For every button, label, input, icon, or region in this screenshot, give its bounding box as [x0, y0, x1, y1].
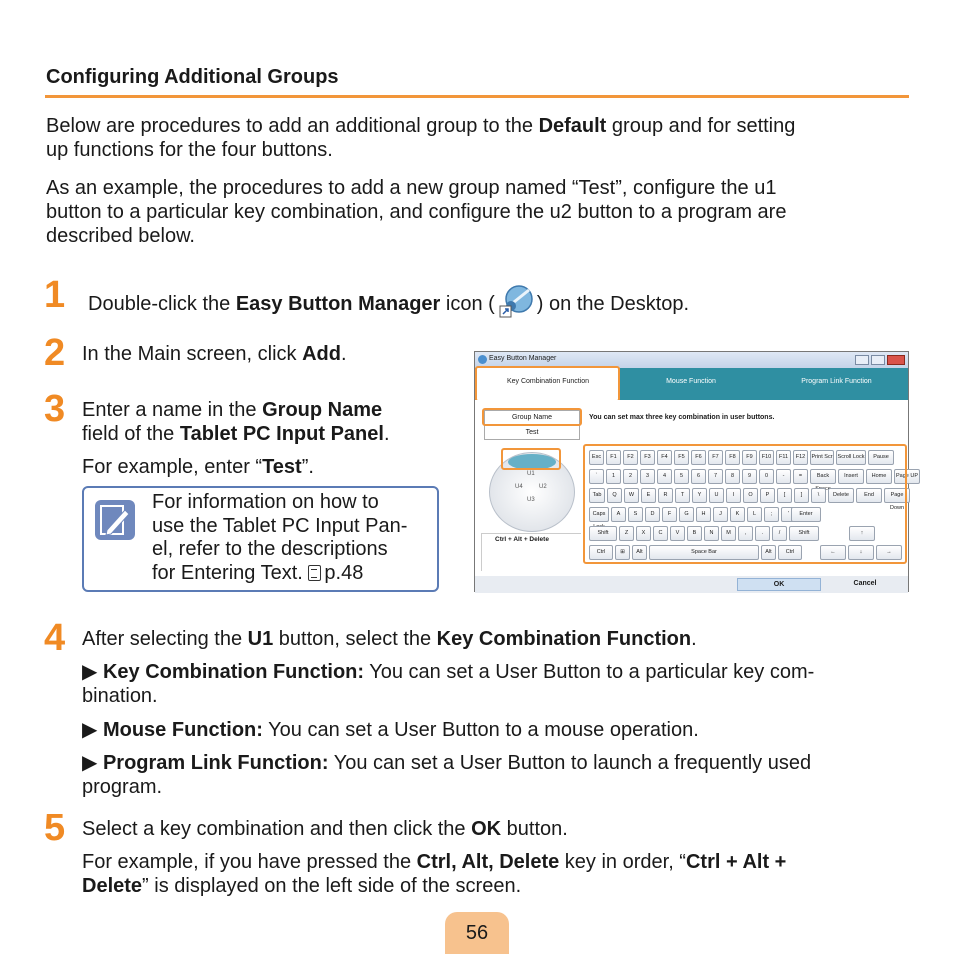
- keyboard-key[interactable]: J: [713, 507, 728, 522]
- window-footer: [475, 576, 908, 593]
- triangle-bullet-icon: ▶: [82, 719, 98, 741]
- tab-key-combination[interactable]: Key Combination Function: [477, 368, 619, 400]
- step-2-text: [82, 342, 347, 366]
- keyboard-key[interactable]: X: [636, 526, 651, 541]
- keyboard-key[interactable]: U: [709, 488, 724, 503]
- minimize-icon[interactable]: [855, 355, 869, 365]
- keyboard-key[interactable]: .: [755, 526, 770, 541]
- heading-rule: [45, 95, 909, 98]
- keyboard-key[interactable]: 1: [606, 469, 621, 484]
- keyboard-key[interactable]: E: [641, 488, 656, 503]
- step-5-example: [82, 850, 912, 898]
- section-heading: Configuring Additional Groups: [46, 66, 339, 88]
- step-number: 5: [44, 807, 66, 849]
- app-icon: [478, 355, 487, 364]
- tab-program-link[interactable]: Program Link Function: [801, 378, 872, 385]
- keyboard-key[interactable]: ↑: [849, 526, 875, 541]
- highlight-u1: [501, 448, 561, 470]
- keyboard-key[interactable]: F12: [793, 450, 808, 465]
- keyboard-key[interactable]: Esc: [589, 450, 604, 465]
- intro-paragraph-2: [46, 176, 916, 248]
- step-number: 3: [44, 388, 66, 430]
- bullet-program-link: [82, 751, 912, 799]
- hint-text: You can set max three key combination in user buttons.: [589, 414, 775, 421]
- intro-text: described below.: [46, 225, 195, 247]
- intro-text: up functions for the four buttons.: [46, 139, 333, 161]
- highlight-tab: [475, 366, 620, 402]
- keyboard-key[interactable]: ←: [820, 545, 846, 560]
- step-bold: Test: [262, 456, 302, 478]
- page-number: 56: [445, 912, 509, 954]
- keyboard-key[interactable]: Insert: [838, 469, 864, 484]
- combination-panel: [481, 533, 581, 571]
- step-bold: OK: [471, 818, 502, 840]
- step-bold: U1: [247, 628, 274, 650]
- keyboard-key[interactable]: Z: [619, 526, 634, 541]
- keyboard-key[interactable]: Shift: [789, 526, 819, 541]
- bullet-label: Key Combination Function:: [102, 661, 365, 683]
- bullet-text: bination.: [82, 685, 158, 707]
- note-pencil-icon: [95, 500, 135, 540]
- step-5-text: [82, 817, 568, 841]
- keyboard-key[interactable]: Page Down: [884, 488, 910, 503]
- triangle-bullet-icon: ▶: [82, 661, 98, 683]
- step-text: Enter a name in the: [82, 399, 263, 421]
- triangle-bullet-icon: ▶: [82, 752, 98, 774]
- keyboard-key[interactable]: F2: [623, 450, 638, 465]
- keyboard-key[interactable]: ↓: [848, 545, 874, 560]
- step-bold: Ctrl + Alt +: [685, 851, 787, 873]
- step-4-text: [82, 627, 697, 651]
- keyboard-key[interactable]: Scroll Lock: [836, 450, 866, 465]
- step-bold: Delete: [82, 875, 143, 897]
- step-text: .: [340, 343, 347, 365]
- note-line: For information on how to: [152, 491, 379, 513]
- intro-text: group and for setting: [606, 115, 796, 137]
- keyboard-key[interactable]: F3: [640, 450, 655, 465]
- keyboard-key[interactable]: `: [589, 469, 604, 484]
- bullet-text: You can set a User Button to a mouse operation.: [262, 719, 699, 741]
- keyboard-key[interactable]: B: [687, 526, 702, 541]
- keyboard-key[interactable]: ': [781, 507, 796, 522]
- keyboard-key[interactable]: End: [856, 488, 882, 503]
- keyboard-key[interactable]: Tab: [589, 488, 605, 503]
- keyboard-key[interactable]: Delete: [828, 488, 854, 503]
- combination-display: Ctrl + Alt + Delete: [495, 536, 549, 543]
- step-text: ” is displayed on the left side of the screen.: [142, 875, 522, 897]
- highlight-group-name: [482, 408, 582, 426]
- keyboard-key[interactable]: F11: [776, 450, 791, 465]
- keyboard-key[interactable]: K: [730, 507, 745, 522]
- wheel-u1-label: U1: [527, 471, 535, 477]
- keyboard-key[interactable]: Back: [810, 469, 836, 484]
- tab-mouse-function[interactable]: Mouse Function: [666, 378, 716, 385]
- keyboard-key[interactable]: 2: [623, 469, 638, 484]
- keyboard-key[interactable]: O: [743, 488, 758, 503]
- step-3-example: [82, 455, 314, 479]
- highlight-keyboard: [583, 444, 907, 564]
- page-reference[interactable]: p.48: [324, 561, 364, 584]
- step-text: button, select the: [273, 628, 437, 650]
- keyboard-key[interactable]: ;: [764, 507, 779, 522]
- step-text: .: [691, 628, 697, 650]
- step-bold: Easy Button Manager: [235, 293, 441, 315]
- wheel-u4-label: U4: [515, 484, 523, 490]
- note-text: [152, 491, 432, 585]
- page-reference-icon: [308, 565, 321, 581]
- keyboard-key[interactable]: F: [662, 507, 677, 522]
- keyboard-key[interactable]: S: [628, 507, 643, 522]
- intro-text: As an example, the procedures to add a new group named “Test”, configure the u1: [46, 177, 777, 199]
- keyboard-key[interactable]: F9: [742, 450, 757, 465]
- maximize-icon[interactable]: [871, 355, 885, 365]
- keyboard-key[interactable]: ,: [738, 526, 753, 541]
- intro-bold: Default: [538, 115, 607, 137]
- note-line: use the Tablet PC Input Pan-: [152, 514, 408, 537]
- keyboard-key[interactable]: Ctrl: [778, 545, 802, 560]
- step-text: key in order, “: [559, 851, 686, 873]
- step-text: .: [383, 423, 390, 445]
- keyboard-key[interactable]: F10: [759, 450, 774, 465]
- keyboard-key[interactable]: G: [679, 507, 694, 522]
- keyboard-key[interactable]: F5: [674, 450, 689, 465]
- keyboard-key[interactable]: 9: [742, 469, 757, 484]
- keyboard-key[interactable]: Q: [607, 488, 622, 503]
- bullet-label: Mouse Function:: [102, 719, 263, 741]
- step-number: 4: [44, 617, 66, 659]
- keyboard-key[interactable]: \: [811, 488, 826, 503]
- easy-button-manager-icon: [497, 284, 535, 320]
- keyboard-key[interactable]: Page UP: [894, 469, 920, 484]
- window-title: Easy Button Manager: [489, 355, 557, 362]
- keyboard-key[interactable]: I: [726, 488, 741, 503]
- step-bold: Tablet PC Input Panel: [179, 423, 384, 445]
- keyboard-key[interactable]: /: [772, 526, 787, 541]
- step-text: field of the: [82, 423, 180, 445]
- step-text: ) on the Desktop.: [536, 293, 690, 315]
- step-number: 2: [44, 332, 66, 374]
- note-line: for Entering Text.: [152, 561, 309, 584]
- bullet-label: Program Link Function:: [102, 752, 329, 774]
- keyboard-key[interactable]: C: [653, 526, 668, 541]
- keyboard-key[interactable]: Pause: [868, 450, 894, 465]
- keyboard-key[interactable]: 3: [640, 469, 655, 484]
- step-text: button.: [501, 818, 568, 840]
- keyboard-key[interactable]: Alt: [761, 545, 776, 560]
- keyboard-key[interactable]: Space Bar: [649, 545, 759, 560]
- wheel-u2-label: U2: [539, 484, 547, 490]
- window-content: [475, 400, 918, 576]
- keyboard-key[interactable]: F6: [691, 450, 706, 465]
- intro-text: Below are procedures to add an additional group to the: [46, 115, 539, 137]
- keyboard-key[interactable]: W: [624, 488, 639, 503]
- keyboard-key[interactable]: Y: [692, 488, 707, 503]
- keyboard-key[interactable]: Print Scr: [810, 450, 834, 465]
- bullet-mouse-function: [82, 718, 912, 742]
- keyboard-key[interactable]: D: [645, 507, 660, 522]
- step-text: For example, if you have pressed the: [82, 851, 417, 873]
- keyboard-key[interactable]: L: [747, 507, 762, 522]
- keyboard-key[interactable]: V: [670, 526, 685, 541]
- step-text: In the Main screen, click: [82, 343, 303, 365]
- step-text: After selecting the: [82, 628, 248, 650]
- keyboard-key[interactable]: P: [760, 488, 775, 503]
- step-number: 1: [44, 274, 66, 316]
- wheel-u3-label: U3: [527, 497, 535, 503]
- keyboard-key[interactable]: F7: [708, 450, 723, 465]
- step-text: ”.: [301, 456, 314, 478]
- keyboard-key[interactable]: Alt: [632, 545, 647, 560]
- step-bold: Add: [302, 343, 341, 365]
- step-text: Select a key combination and then click the: [82, 818, 472, 840]
- keyboard-key[interactable]: M: [721, 526, 736, 541]
- easy-button-manager-screenshot: [474, 351, 918, 592]
- keyboard-key[interactable]: A: [611, 507, 626, 522]
- keyboard-key[interactable]: F4: [657, 450, 672, 465]
- keyboard-key[interactable]: Enter: [791, 507, 821, 522]
- bullet-text: You can set a User Button to a particular key com-: [364, 661, 815, 683]
- keyboard-key[interactable]: N: [704, 526, 719, 541]
- step-text: icon (: [440, 293, 495, 315]
- keyboard-key[interactable]: ]: [794, 488, 809, 503]
- step-text: For example, enter “: [82, 456, 263, 478]
- keyboard-key[interactable]: 5: [674, 469, 689, 484]
- keyboard-key[interactable]: Caps: [589, 507, 609, 522]
- step-text: Double-click the: [88, 293, 236, 315]
- step-bold: Ctrl, Alt, Delete: [416, 851, 560, 873]
- keyboard-key[interactable]: =: [793, 469, 808, 484]
- step-1-text: [88, 284, 888, 320]
- keyboard-key[interactable]: -: [776, 469, 791, 484]
- ok-button[interactable]: OK: [737, 578, 821, 591]
- group-name-label: Group Name: [485, 411, 579, 426]
- keyboard-key[interactable]: →: [876, 545, 902, 560]
- keyboard-key[interactable]: [: [777, 488, 792, 503]
- keyboard-key[interactable]: Shift: [589, 526, 617, 541]
- keyboard-key[interactable]: F8: [725, 450, 740, 465]
- bullet-key-combination: [82, 660, 912, 708]
- cancel-button[interactable]: Cancel: [853, 580, 877, 587]
- note-line: el, refer to the descriptions: [152, 538, 388, 560]
- keyboard-key[interactable]: 8: [725, 469, 740, 484]
- keyboard-key[interactable]: 0: [759, 469, 774, 484]
- keyboard-key[interactable]: H: [696, 507, 711, 522]
- step-bold: Group Name: [262, 399, 383, 421]
- keyboard-key[interactable]: T: [675, 488, 690, 503]
- keyboard-key[interactable]: 7: [708, 469, 723, 484]
- group-name-input[interactable]: Test: [525, 429, 539, 436]
- step-3-text: [82, 398, 452, 446]
- keyboard-key[interactable]: 6: [691, 469, 706, 484]
- step-bold: Key Combination Function: [436, 628, 692, 650]
- bullet-text: program.: [82, 776, 163, 798]
- close-icon[interactable]: [887, 355, 905, 365]
- intro-paragraph-1: [46, 114, 906, 162]
- keyboard-key[interactable]: F1: [606, 450, 621, 465]
- keyboard-key[interactable]: R: [658, 488, 673, 503]
- keyboard-key[interactable]: ⊞: [615, 545, 630, 560]
- bullet-text: You can set a User Button to launch a frequently used: [328, 752, 812, 774]
- keyboard-key[interactable]: Home: [866, 469, 892, 484]
- keyboard-key[interactable]: Ctrl: [589, 545, 613, 560]
- keyboard-key[interactable]: 4: [657, 469, 672, 484]
- intro-text: button to a particular key combination, and configure the u2 button to a program are: [46, 201, 787, 223]
